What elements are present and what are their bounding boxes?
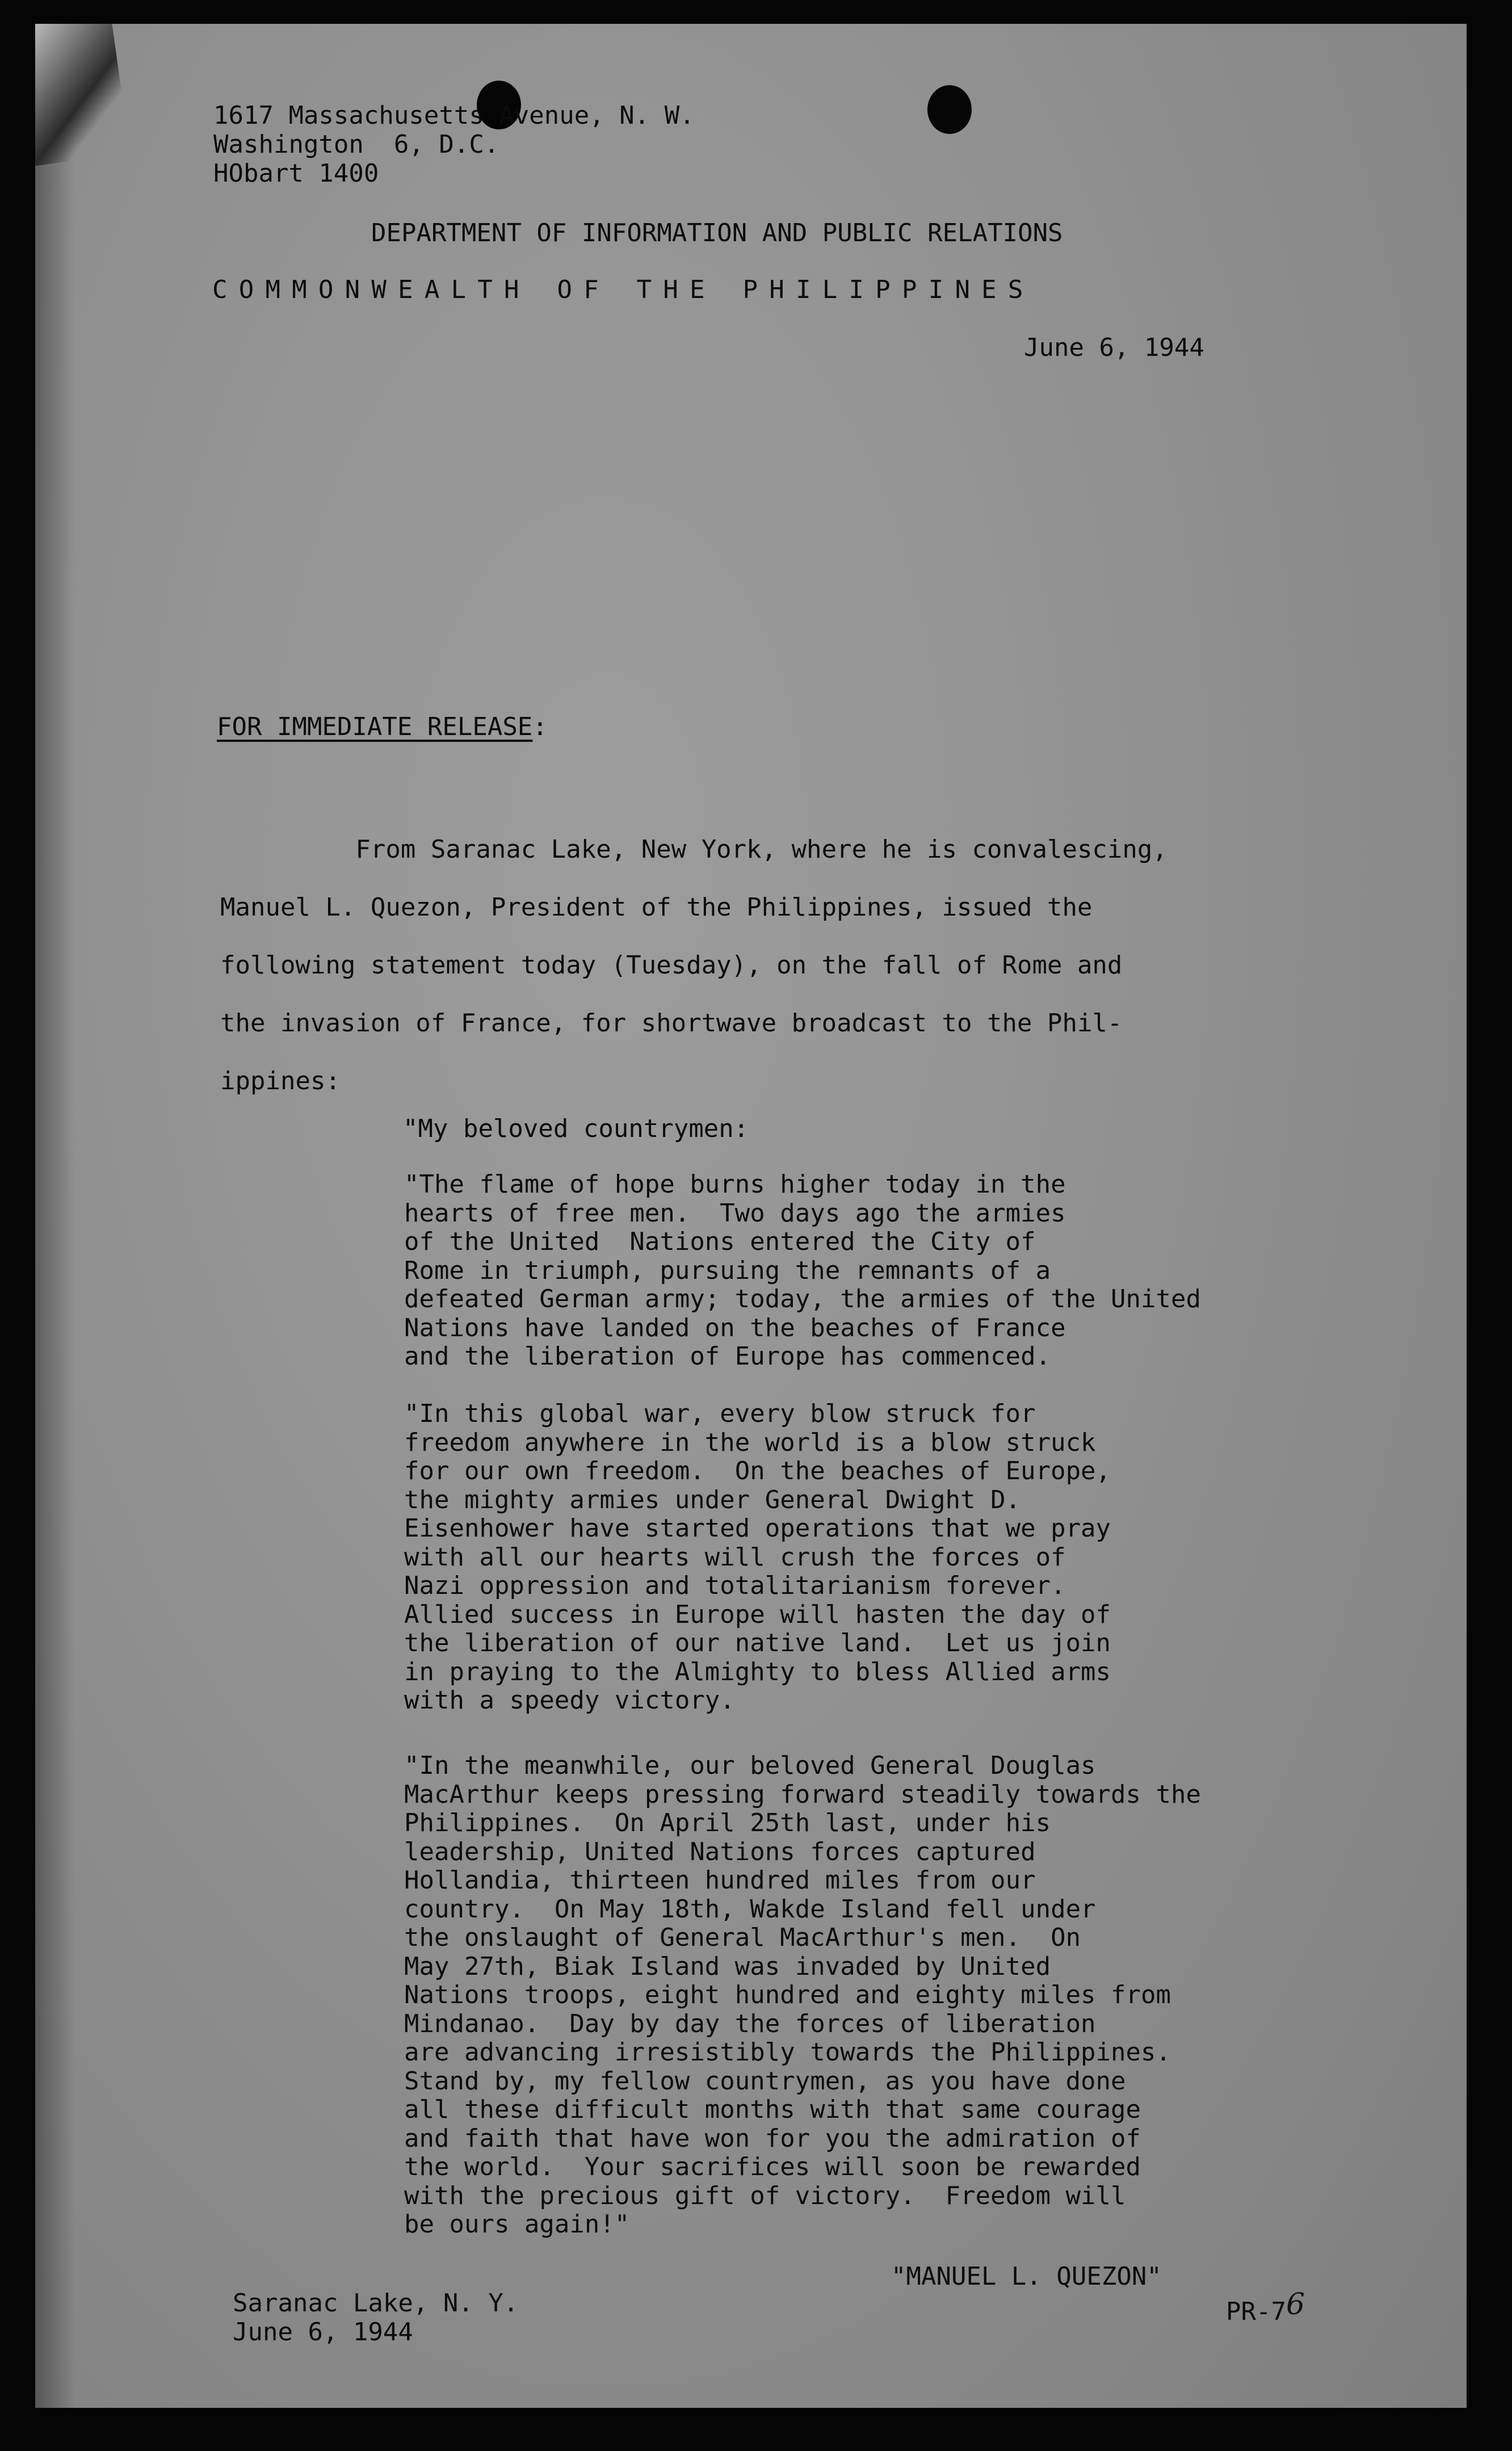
footer-date: June 6, 1944 <box>233 2318 413 2347</box>
quote-line: Nazi oppression and totalitarianism forever. <box>404 1571 1066 1600</box>
quote-line: Allied success in Europe will hasten the day of <box>404 1600 1111 1629</box>
quote-line: country. On May 18th, Wakde Island fell under <box>404 1894 1096 1924</box>
quote-line: the mighty armies under General Dwight D. <box>404 1485 1021 1514</box>
reference-number <box>1226 2288 1305 2327</box>
quote-line: for our own freedom. On the beaches of Europe, <box>404 1457 1111 1485</box>
quote-paragraph-3 <box>404 1752 1201 2239</box>
intro-line: the invasion of France, for shortwave broadcast to the Phil- <box>220 1009 1123 1038</box>
quote-paragraph-2 <box>404 1400 1111 1715</box>
quote-line: Nations have landed on the beaches of France <box>404 1313 1066 1342</box>
quote-line: Mindanao. Day by day the forces of liberation <box>404 2009 1096 2038</box>
quote-line: the liberation of our native land. Let us join <box>404 1629 1111 1657</box>
page-edge-shadow <box>35 24 75 2408</box>
quote-line: defeated German army; today, the armies of the United <box>404 1285 1201 1313</box>
quote-line: are advancing irresistibly towards the Philippines. <box>404 2038 1171 2067</box>
quote-line: Philippines. On April 25th last, under his <box>404 1808 1051 1837</box>
salutation: "My beloved countrymen: <box>403 1114 749 1143</box>
release-colon: : <box>532 712 548 741</box>
signature-line: "MANUEL L. QUEZON" <box>891 2262 1162 2291</box>
quote-line: freedom anywhere in the world is a blow struck <box>404 1428 1096 1457</box>
quote-line: Rome in triumph, pursuing the remnants of a <box>404 1256 1051 1285</box>
punch-hole-right <box>927 85 972 134</box>
quote-line: with the precious gift of victory. Freedom will <box>404 2181 1126 2210</box>
intro-line: following statement today (Tuesday), on the fall of Rome and <box>220 951 1123 980</box>
address-line-2: Washington 6, D.C. <box>213 130 499 159</box>
department-heading: DEPARTMENT OF INFORMATION AND PUBLIC RELATIONS <box>371 219 1063 247</box>
quote-line: Stand by, my fellow countrymen, as you have done <box>404 2066 1126 2096</box>
letterhead-address <box>213 101 695 188</box>
quote-line: in praying to the Almighty to bless Allied arms <box>404 1657 1111 1686</box>
curled-corner <box>35 24 130 166</box>
address-line-1: 1617 Massachusetts Avenue, N. W. <box>213 101 695 130</box>
quote-line: May 27th, Biak Island was invaded by United <box>404 1951 1051 1981</box>
quote-line: with a speedy victory. <box>404 1686 735 1715</box>
quote-line: the onslaught of General MacArthur's men. On <box>404 1923 1081 1952</box>
footer-place: Saranac Lake, N. Y. <box>233 2289 519 2318</box>
quote-line: be ours again!" <box>404 2210 630 2239</box>
quote-line: the world. Your sacrifices will soon be rewarded <box>404 2152 1141 2181</box>
quote-line: and the liberation of Europe has commenced. <box>404 1342 1051 1371</box>
quote-line: MacArthur keeps pressing forward steadily towards the <box>404 1780 1201 1809</box>
reference-handwritten: 6 <box>1286 2288 1305 2322</box>
footer-location-date <box>233 2289 518 2347</box>
phone-number: HObart 1400 <box>213 159 379 188</box>
quote-line: "In the meanwhile, our beloved General Douglas <box>404 1751 1096 1780</box>
quote-line: with all our hearts will crush the forces of <box>404 1542 1066 1572</box>
intro-line: Manuel L. Quezon, President of the Philippines, issued the <box>220 893 1093 922</box>
quote-line: of the United Nations entered the City of <box>404 1227 1036 1256</box>
commonwealth-heading: COMMONWEALTH OF THE PHILIPPINES <box>212 275 1035 304</box>
intro-line: ippines: <box>220 1067 341 1096</box>
quote-line: Eisenhower have started operations that we pray <box>404 1514 1111 1543</box>
quote-line: all these difficult months with that same courage <box>404 2095 1141 2124</box>
quote-line: "In this global war, every blow struck for <box>404 1399 1036 1428</box>
intro-line: From Saranac Lake, New York, where he is convalescing, <box>220 835 1167 864</box>
document-date: June 6, 1944 <box>1024 333 1204 362</box>
document-page <box>35 24 1467 2408</box>
quote-line: Nations troops, eight hundred and eighty miles from <box>404 1980 1171 2009</box>
release-heading <box>217 712 548 742</box>
quote-paragraph-1 <box>404 1170 1201 1371</box>
release-label: FOR IMMEDIATE RELEASE <box>217 712 533 741</box>
quote-line: leadership, United Nations forces captured <box>404 1837 1036 1866</box>
reference-typed: PR-7 <box>1226 2297 1286 2326</box>
quote-line: Hollandia, thirteen hundred miles from our <box>404 1866 1036 1895</box>
intro-paragraph <box>220 821 1167 1110</box>
quote-line: and faith that have won for you the admiration of <box>404 2123 1141 2153</box>
quote-line: hearts of free men. Two days ago the armies <box>404 1198 1066 1228</box>
quote-line: "The flame of hope burns higher today in the <box>404 1170 1066 1199</box>
